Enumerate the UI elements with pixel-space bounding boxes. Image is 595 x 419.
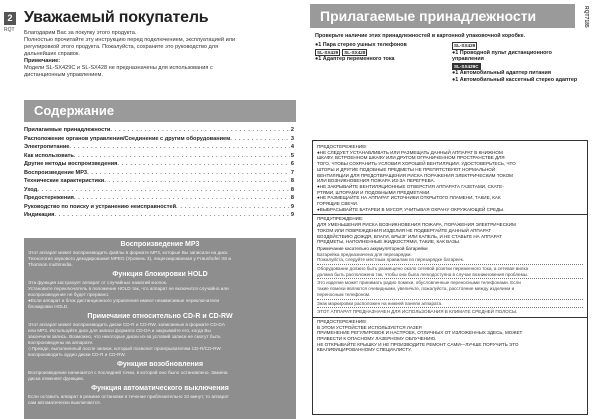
mains-line: Оборудование должно быть размещено около сетевой розетки переменного тока, а сетевая вилка: [317, 266, 529, 271]
feature-text-line: Установите переключатель в положение HOLD так, что аппарат не включится случайно или: [28, 286, 229, 291]
toc-dot-leader: [74, 152, 290, 161]
toc-entry-title: Технические характеристики: [24, 178, 105, 184]
caution-line: ТОКОМ ИЛИ ПОВРЕЖДЕНИЯ ИЗДЕЛИЯ НЕ ПОДВЕРГАЙТЕ ДАННЫЙ АППАРАТ: [317, 227, 492, 233]
toc-entry-title: Электропитание: [24, 144, 70, 150]
feature-heading: Функция возобновления: [116, 361, 204, 368]
toc-dot-leader: [230, 135, 290, 144]
warning-line: ВЕНТИЛЯЦИИ ДЛЯ ПРЕДОТВРАЩЕНИЯ РИСКА ПОРАЖЕНИЯ ЭЛЕКТРИЧЕСКИМ ТОКОМ: [317, 172, 513, 178]
toc-entry-page: 3: [290, 135, 294, 142]
accessory-item: [315, 42, 440, 49]
accessory-label: ●1 Пара стерео ушных телефонов: [315, 42, 407, 48]
toc-dot-leader: [74, 194, 290, 203]
battery-line: Пожалуйста, следуйте местным правилам по перезарядке батареек.: [317, 257, 465, 263]
warning-line: РТЯМИ, ШТОРАМИ И ПОДОБНЫМИ ПРЕДМЕТАМИ.: [317, 189, 431, 195]
accessories-banner: Прилагаемые принадлежности: [310, 4, 575, 28]
toc-entry: [24, 211, 294, 220]
page-title: Уважаемый покупатель: [24, 9, 209, 26]
intro-line: регулировкой этого продукта. Пожалуйста, сохраните это руководство для: [24, 44, 219, 50]
note-lines: [24, 65, 292, 79]
toc-entry-page: 7: [290, 169, 294, 176]
caution-line: ВОЗДЕЙСТВИЮ ДОЖДЯ, ВЛАГИ, БРЫЗГ ИЛИ КАПЕЛЬ, И НЕ СТАВЬТЕ НА АППАРАТ: [317, 233, 502, 239]
toc-entry: [24, 126, 294, 135]
laser-line: КВАЛИФИЦИРОВАННОМУ СПЕЦИАЛИСТУ.: [317, 347, 412, 353]
caution-line: ПРЕДМЕТЫ, НАПОЛНЕННЫЕ ЖИДКОСТЯМИ, ТАКИЕ, КАК ВАЗЫ.: [317, 239, 461, 245]
climate-line: ЭТОТ АППАРАТ ПРЕДНАЗНАЧЕН ДЛЯ ИСПОЛЬЗОВАНИЯ В КЛИМАТЕ СРЕДНЕЙ ПОЛОСЫ.: [317, 309, 518, 315]
feature-text-line: Воспроизведение начинается с последней точки, в которой оно было остановлено. Замена: [28, 370, 228, 375]
feature-text-line: Если оставить аппарат в режиме остановки в течение приблизительно 10 минут, то аппарат: [28, 394, 229, 399]
accessory-item: [452, 50, 582, 63]
page-code: RQT: [4, 27, 15, 33]
accessories-list-left: [315, 42, 440, 63]
feature-text-line: воспроизводить аудио диски CD-R и CD-RW.: [28, 352, 126, 357]
toc-banner: Содержание: [24, 100, 296, 122]
feature-text-line: ◇Прежде, выполненный после записи, который позволит проигрывателям CD-R/CD-RW: [28, 346, 221, 351]
toc-entry-title: Другие методы воспроизведения: [24, 161, 118, 167]
divider: [317, 299, 583, 300]
toc-entry-page: 2: [290, 127, 294, 133]
accessory-item: [315, 56, 440, 63]
warning-line: ●НЕ СЛЕДУЕТ УСТАНАВЛИВАТЬ ИЛИ РАЗМЕЩАТЬ ДАННЫЙ АППАРАТ В КНИЖНОМ: [317, 149, 503, 155]
toc-dot-leader: [104, 177, 290, 186]
toc-entry-title: Воспроизведение MP3: [24, 169, 88, 176]
model-tag: SL-SX429C: [454, 63, 479, 69]
accessories-list-right: [452, 42, 582, 84]
toc-entry: [24, 186, 294, 195]
warning-line: ТОГО, ЧТОБЫ СОХРАНИТЬ УСЛОВИЯ ХОРОШЕЙ ВЕНТИЛЯЦИИ. УДОСТОВЕРЬТЕСЬ, ЧТО: [317, 161, 516, 167]
toc-entry: [24, 143, 294, 152]
laser-heading: ПРЕДОСТЕРЕЖЕНИЕ!: [317, 318, 367, 324]
accessories-intro: Проверьте наличие этих принадлежностей в картонной упаковочной коробке.: [315, 33, 526, 39]
warning-heading: ПРЕДОСТЕРЕЖЕНИЕ!: [317, 144, 367, 149]
caution-heading: ПРЕДУПРЕЖДЕНИЕ:: [317, 216, 364, 222]
intro-line: Полностью прочитайте эту инструкцию перед подключением, эксплуатацией или: [24, 37, 236, 43]
right-page: [298, 0, 595, 419]
divider: [313, 317, 587, 318]
model-tag: SL-SX429: [454, 43, 476, 48]
toc-entry: [24, 135, 294, 144]
toc-dot-leader: [87, 169, 290, 178]
toc-entry: [24, 177, 294, 186]
accessory-item: [452, 77, 582, 84]
laser-line: ПРИВЕСТИ К ОПАСНОМУ ЛАЗЕРНОМУ ОБЛУЧЕНИЮ.: [317, 336, 437, 341]
accessory-item: [452, 42, 582, 50]
toc-entry: [24, 152, 294, 161]
note-line: дистанционным управлением.: [24, 72, 103, 78]
toc-entry-title: Руководство по поиску и устранению неисправностей: [24, 203, 177, 210]
battery-line: Батарейка предназначена для перезарядки.: [317, 251, 412, 257]
toc-dot-leader: [176, 203, 290, 212]
feature-text-line: воспроизведены на аппарате.: [28, 340, 94, 345]
laser-line: В ЭТОМ УСТРОЙСТВЕ ИСПОЛЬЗУЕТСЯ ЛАЗЕР.: [317, 324, 423, 330]
toc-entry-page: 9: [290, 212, 294, 218]
feature-text-line: закончили запись. Возможно, что некоторые диски из-за условий записи не смогут быть: [28, 334, 221, 339]
divider: [317, 264, 583, 265]
interference-line: переносным телефоном.: [317, 291, 371, 297]
accessory-item: [452, 70, 582, 77]
intro-lines: [24, 30, 292, 58]
feature-text-line: сам автоматически выключается.: [28, 400, 101, 405]
accessory-label: ●1 Адаптер переменного тока: [315, 56, 395, 63]
features-panel: [24, 238, 296, 419]
accessory-label: ●1 Автомобильный кассетный стерео адаптер: [452, 76, 578, 83]
warning-line: ●НЕ ЗАКРЫВАЙТЕ ВЕНТИЛЯЦИОННЫЕ ОТВЕРСТИЯ АППАРАТА ГАЗЕТАМИ, СКАТЕ-: [317, 183, 504, 189]
model-tag: SL-SX429: [317, 49, 339, 55]
toc-entry-page: 8: [290, 186, 294, 193]
feature-text-line: Технология звукового декодирования MPEG (Уровень 3), лицензированная у Fraunhofer IIS и: [28, 256, 232, 261]
warning-line: ●НЕ РАЗМЕЩАЙТЕ НА АППАРАТ ИСТОЧНИКИ ОТКРЫТОГО ПЛАМЕНИ, ТАКИЕ, КАК: [317, 195, 501, 201]
table-of-contents: [24, 126, 294, 220]
feature-text-line: Эта функция застрахует аппарат от случайных нажатий кнопок.: [28, 280, 168, 285]
feature-text-line: Этот аппарат может воспроизводить файлы в формате MP3, которые Вы записали на диск.: [28, 250, 229, 255]
feature-text-line: Thomson multimedia.: [28, 262, 73, 267]
toc-dot-leader: [117, 160, 289, 169]
toc-entry-title: Прилагаемые принадлежности: [24, 127, 111, 133]
toc-entry-page: 4: [290, 144, 294, 150]
toc-entry: [24, 194, 294, 203]
accessory-label: ●1 Автомобильный адаптер питания: [452, 70, 551, 77]
divider: [313, 214, 587, 215]
toc-entry-page: 8: [290, 195, 294, 201]
feature-heading: Функция блокировки HOLD: [112, 271, 208, 278]
toc-entry-page: 6: [290, 161, 294, 167]
toc-entry-page: 5: [290, 152, 294, 159]
page-number: 2: [4, 12, 16, 25]
battery-heading: Примечание касательно аккумуляторной батарейки: [317, 245, 428, 251]
toc-entry-title: Как использовать: [24, 152, 74, 159]
feature-text-line: диска отменяет функцию.: [28, 376, 85, 381]
feature-text-line: ●Если аппарат и блок дистанционного управления имеют независимые переключатели: [28, 298, 220, 303]
feature-heading: Функция автоматического выключения: [91, 385, 229, 392]
warning-line: ●ВЫБРАСЫВАЙТЕ БАТАРЕИ В МУСОР, УЧИТЫВАЯ ОХРАНУ ОКРУЖАЮЩЕЙ СРЕДЫ.: [317, 206, 505, 212]
toc-dot-leader: [54, 211, 289, 220]
warnings-box: [312, 140, 588, 415]
interference-line: Это изделие может принимать радио помехи, обусловленные переносными телефонами. Если: [317, 280, 521, 286]
toc-entry-title: Предостережения: [24, 195, 74, 201]
marking-line: Знак маркировки расположен на нижней панели аппарата.: [317, 300, 443, 306]
laser-line: ПРИМЕНЕНИЕ РЕГУЛИРОВОК И НАСТРОЕК, ОТЛИЧНЫХ ОТ ИЗЛОЖЕННЫХ ЗДЕСЬ, МОЖЕТ: [317, 330, 523, 336]
feature-text-line: воспроизведение не будет прервано.: [28, 292, 110, 297]
intro-line: Благодарим Вас за покупку этого продукта.: [24, 30, 137, 36]
feature-heading: Воспроизведение MP3: [120, 241, 200, 248]
interference-line: такие помехи являются очевидными, увеличьте, пожалуйста, расстояние между изделием и: [317, 286, 515, 292]
toc-entry-title: Уход: [24, 186, 38, 193]
feature-text-line: блокировки HOLD.: [28, 304, 69, 309]
feature-heading: Примечание относительно CD-R и CD-RW: [87, 313, 233, 320]
intro-text: [24, 30, 292, 79]
toc-entry-page: 8: [290, 178, 294, 184]
warning-line: ШКАФУ, ВСТРОЕННОМ ШКАФУ ИЛИ ДРУГОМ ОГРАНИЧЕННОМ ПРОСТРАНСТВЕ ДЛЯ: [317, 155, 505, 161]
caution-line: ДЛЯ УМЕНЬШЕНИЯ РИСКА ВОЗНИКНОВЕНИЯ ПОЖАРА, ПОРАЖЕНИЯ ЭЛЕКТРИЧЕСКИМ: [317, 222, 516, 228]
warning-line: ИЛИ ВОЗНИКНОВЕНИЯ ПОЖАРА ИЗ-ЗА ПЕРЕГРЕВА.: [317, 178, 435, 184]
accessory-label: ●1 Проводной пульт дистанционного управления: [452, 49, 552, 63]
side-code: RQT7185: [583, 6, 589, 28]
feature-text-line: Этот аппарат может воспроизводить диски CD-R и CD-RW, записанные в формате CD-DA: [28, 322, 225, 327]
toc-dot-leader: [37, 186, 290, 195]
divider: [317, 278, 583, 279]
intro-line: дальнейших справок.: [24, 51, 80, 57]
toc-entry-page: 9: [290, 203, 294, 210]
warning-line: ШТОРЫ И ДРУГИЕ ПОДОБНЫЕ ПРЕДМЕТЫ НЕ ПРЕПЯТСТВУЮТ НОРМАЛЬНОЙ: [317, 166, 496, 172]
toc-dot-leader: [69, 143, 289, 152]
note-line: Модели SL-SX429C и SL-SX428 не предназначены для использования с: [24, 65, 213, 71]
model-tag: SL-SX428: [344, 49, 366, 55]
toc-entry: [24, 203, 294, 212]
note-title: Примечание:: [24, 58, 61, 64]
toc-entry-title: Индикация: [24, 212, 55, 218]
toc-entry: [24, 169, 294, 178]
toc-entry: [24, 160, 294, 169]
laser-line: НЕ ОТКРЫВАЙТЕ КРЫШКУ И НЕ ПРОИЗВОДИТЕ РЕМОНТ САМИ—ЛУЧШЕ ПОРУЧИТЬ ЭТО: [317, 341, 519, 347]
accessory-item: [315, 49, 440, 57]
warning-line: ГОРЯЩИЕ СВЕЧИ.: [317, 201, 359, 206]
toc-dot-leader: [110, 126, 290, 135]
feature-text-line: или MP3. Используйте диск для записи формата CD-DA и закрывайте его, когда Вы: [28, 328, 211, 333]
toc-entry-title: Расположение органов управления/Соединение с другим оборудованием: [24, 135, 231, 142]
left-page: [0, 0, 297, 419]
mains-line: должна быть расположена так, чтобы она была легкодоступна в случае возникновения проблемы.: [317, 271, 529, 277]
